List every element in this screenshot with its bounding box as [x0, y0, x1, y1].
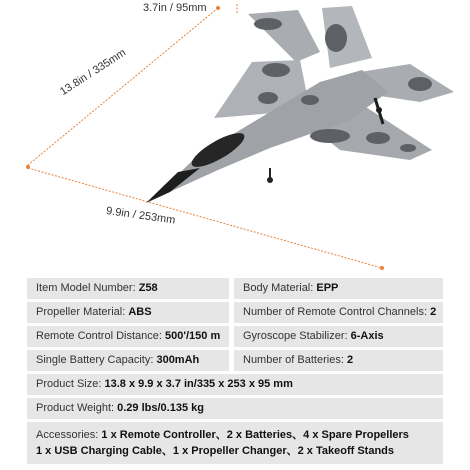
spec-label: Remote Control Distance:: [36, 330, 162, 342]
spec-accessories: [27, 422, 443, 464]
rc-jet-plane: [146, 6, 454, 203]
spec-row: [27, 326, 443, 347]
spec-value: 0.29 lbs/0.135 kg: [117, 402, 204, 414]
spec-row: [27, 278, 443, 299]
spec-label: Product Size:: [36, 378, 102, 390]
spec-value: ABS: [128, 306, 152, 318]
spec-row: [27, 350, 443, 371]
length-dimension-label: 13.8in / 335mm: [58, 46, 129, 99]
spec-value: 2: [346, 354, 354, 366]
spec-label: Number of Remote Control Channels:: [243, 306, 428, 318]
spec-label: Product Weight:: [36, 402, 115, 414]
spec-remote-distance: [27, 326, 229, 347]
spec-remote-channels: [234, 302, 443, 323]
spec-label: Accessories:: [36, 429, 99, 441]
spec-value: 500'/150 m: [165, 330, 221, 342]
spec-gyroscope: [234, 326, 443, 347]
spec-label: Gyroscope Stabilizer:: [243, 330, 348, 342]
height-dimension-label: 3.7in / 95mm: [143, 2, 207, 14]
spec-row: [27, 302, 443, 323]
spec-propeller-material: [27, 302, 229, 323]
spec-value: 2: [430, 306, 437, 318]
spec-label: Single Battery Capacity:: [36, 354, 154, 366]
spec-label: Body Material:: [243, 282, 314, 294]
spec-product-size: [27, 374, 443, 395]
specs-table: [27, 278, 443, 467]
spec-label: Propeller Material:: [36, 306, 126, 318]
width-dimension-line: [28, 168, 382, 268]
spec-value: 1 x Remote Controller、2 x Batteries、4 x Spare Propellers: [101, 429, 409, 441]
spec-row: [27, 398, 443, 419]
spec-label: Item Model Number:: [36, 282, 136, 294]
spec-body-material: [234, 278, 443, 299]
spec-value: EPP: [316, 282, 339, 294]
spec-row: [27, 422, 443, 464]
spec-item-model-number: [27, 278, 229, 299]
spec-number-of-batteries: [234, 350, 443, 371]
spec-value: 1 x USB Charging Cable、1 x Propeller Changer、2 x Takeoff Stands: [36, 445, 394, 457]
spec-row: [27, 374, 443, 395]
landing-gear-icon: [267, 168, 273, 183]
spec-value: 13.8 x 9.9 x 3.7 in/335 x 253 x 95 mm: [104, 378, 293, 390]
spec-label: Number of Batteries:: [243, 354, 344, 366]
spec-battery-capacity: [27, 350, 229, 371]
spec-value: 6-Axis: [350, 330, 384, 342]
length-dimension-line: [28, 8, 218, 165]
spec-value: 300mAh: [156, 354, 200, 366]
spec-product-weight: [27, 398, 443, 419]
width-dimension-label: 9.9in / 253mm: [105, 205, 177, 227]
spec-value: Z58: [138, 282, 158, 294]
